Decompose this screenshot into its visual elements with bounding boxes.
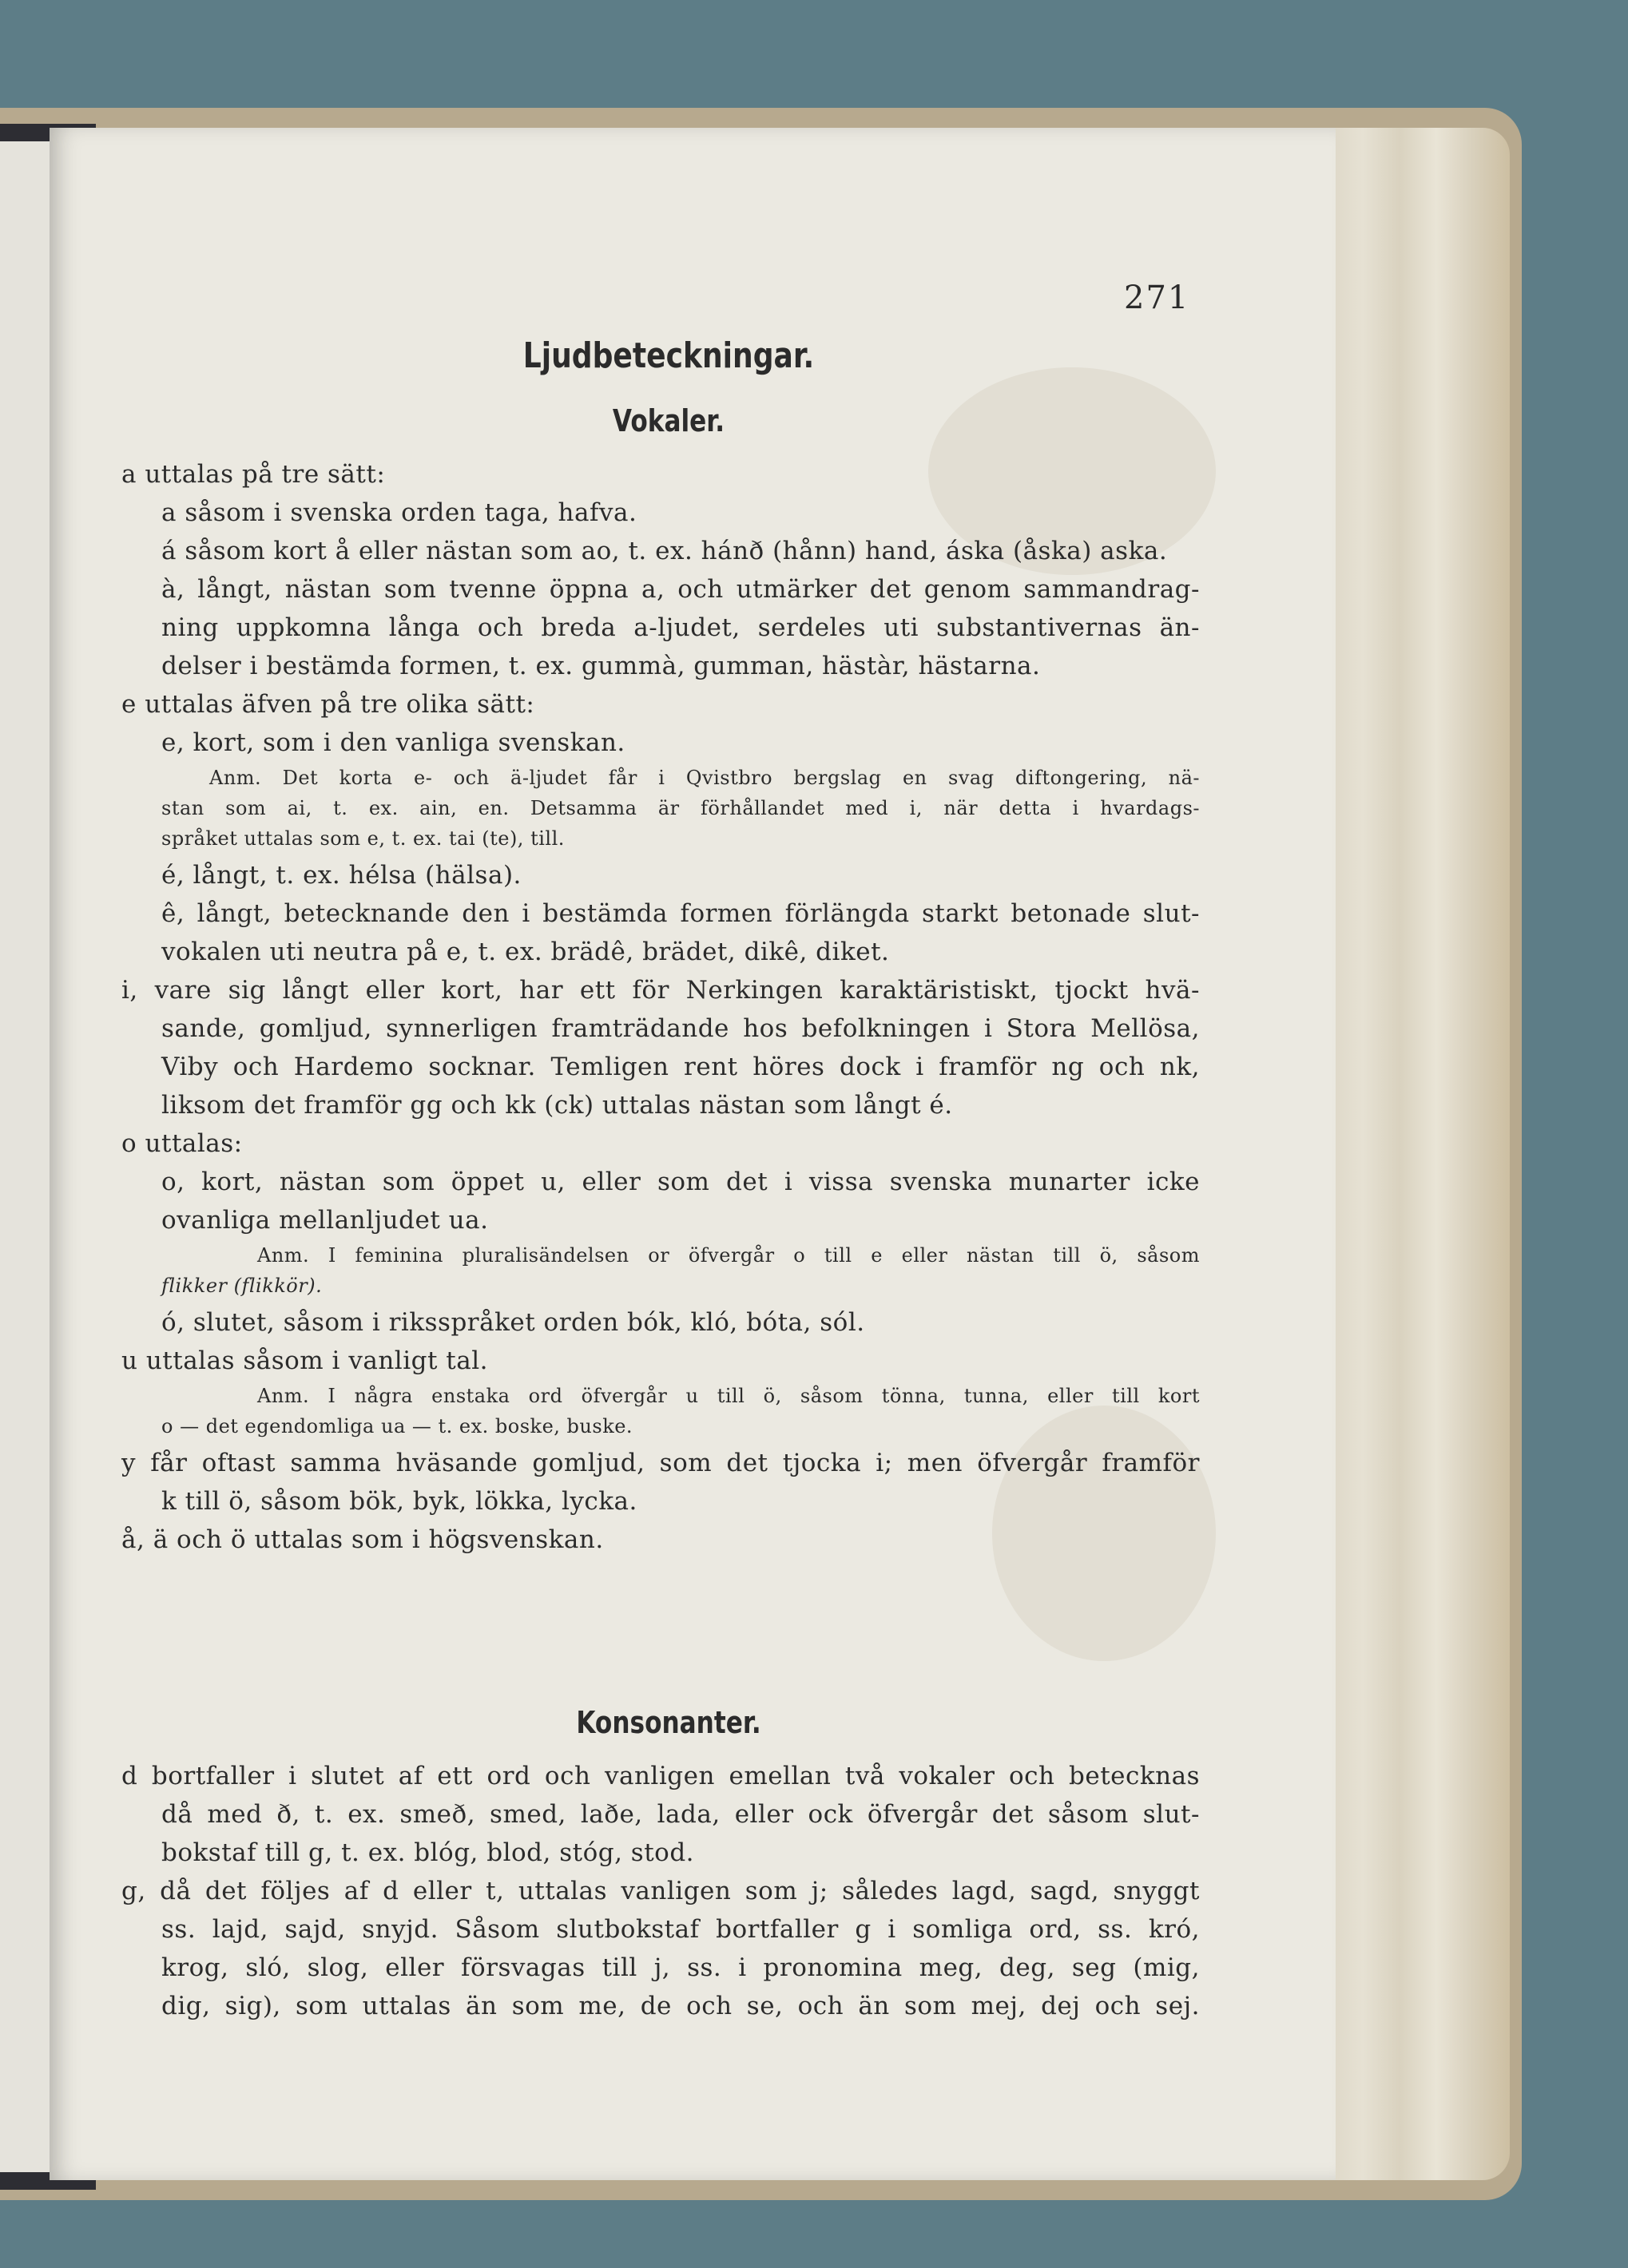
text-line: Viby och Hardemo socknar. Temligen rent höres dock i framför ng och nk, — [161, 1053, 1200, 1081]
text-line: g, då det följes af d eller t, uttalas vanligen som j; således lagd, sagd, snyggt — [121, 1877, 1200, 1905]
text-line: a uttalas på tre sätt: — [121, 460, 386, 489]
book-page — [50, 128, 1336, 2180]
text-line: k till ö, såsom bök, byk, lökka, lycka. — [161, 1487, 637, 1516]
heading-vokaler: Vokaler. — [612, 403, 725, 438]
annotation-line: Anm. I feminina pluralisändelsen or öfvergår o till e eller nästan till ö, såsom — [257, 1244, 1200, 1267]
text-line: å, ä och ö uttalas som i högsvenskan. — [121, 1525, 604, 1554]
text-line: u uttalas såsom i vanligt tal. — [121, 1346, 488, 1375]
text-line: ovanliga mellanljudet ua. — [161, 1206, 489, 1235]
annotation-line: flikker (flikkör). — [161, 1275, 323, 1297]
annotation-line: stan som ai, t. ex. ain, en. Detsamma är förhållandet med i, när detta i hvardags- — [161, 797, 1200, 819]
text-line: a såsom i svenska orden taga, hafva. — [161, 498, 637, 527]
annotation-line: Anm. I några enstaka ord öfvergår u till ö, såsom tönna, tunna, eller till kort — [257, 1385, 1200, 1407]
text-line: é, långt, t. ex. hélsa (hälsa). — [161, 861, 522, 890]
text-line: o, kort, nästan som öppet u, eller som det i vissa svenska munarter icke — [161, 1168, 1200, 1196]
text-line: á såsom kort å eller nästan som ao, t. ex. hánð (hånn) hand, áska (åska) aska. — [161, 537, 1168, 565]
annotation-line: Anm. Det korta e- och ä-ljudet får i Qvistbro bergslag en svag diftongering, nä- — [209, 767, 1200, 789]
text-line: ss. lajd, sajd, snyjd. Såsom slutbokstaf bortfaller g i somliga ord, ss. kró, — [161, 1915, 1200, 1944]
annotation-line: språket uttalas som e, t. ex. tai (te), till. — [161, 827, 565, 850]
text-line: ó, slutet, såsom i riksspråket orden bók, kló, bóta, sól. — [161, 1308, 865, 1337]
text-line: då med ð, t. ex. smeð, smed, laðe, lada, eller ock öfvergår det såsom slut- — [161, 1800, 1200, 1829]
text-line: à, långt, nästan som tvenne öppna a, och utmärker det genom sammandrag- — [161, 575, 1200, 604]
text-line: ning uppkomna långa och breda a-ljudet, serdeles uti substantivernas än- — [161, 613, 1200, 642]
text-line: dig, sig), som uttalas än som me, de och se, och än som mej, dej och sej. — [161, 1992, 1200, 2020]
text-line: e, kort, som i den vanliga svenskan. — [161, 728, 625, 757]
text-line: bokstaf till g, t. ex. blóg, blod, stóg, stod. — [161, 1838, 695, 1867]
text-line: d bortfaller i slutet af ett ord och vanligen emellan två vokaler och betecknas — [121, 1762, 1200, 1790]
text-line: e uttalas äfven på tre olika sätt: — [121, 690, 535, 719]
text-line: sande, gomljud, synnerligen framträdande hos befolkningen i Stora Mellösa, — [161, 1014, 1200, 1043]
text-line: liksom det framför gg och kk (ck) uttalas nästan som långt é. — [161, 1091, 953, 1120]
text-line: vokalen uti neutra på e, t. ex. brädê, brädet, dikê, diket. — [161, 938, 890, 966]
text-line: o uttalas: — [121, 1129, 243, 1158]
page-edges — [1326, 128, 1510, 2180]
text-line: krog, sló, slog, eller försvagas till j, ss. i pronomina meg, deg, seg (mig, — [161, 1953, 1200, 1982]
text-line: y får oftast samma hväsande gomljud, som det tjocka i; men öfvergår framför — [121, 1449, 1200, 1477]
heading-konsonanter: Konsonanter. — [576, 1705, 761, 1740]
left-page-edge — [0, 136, 50, 2180]
heading-ljudbeteckningar: Ljudbeteckningar. — [522, 335, 815, 376]
page-number: 271 — [1124, 280, 1190, 316]
text-line: delser i bestämda formen, t. ex. gummà, gumman, hästàr, hästarna. — [161, 652, 1041, 680]
text-line: i, vare sig långt eller kort, har ett för Nerkingen karaktäristiskt, tjockt hvä- — [121, 976, 1200, 1005]
text-line: ê, långt, betecknande den i bestämda formen förlängda starkt betonade slut- — [161, 899, 1200, 928]
annotation-line: o — det egendomliga ua — t. ex. boske, buske. — [161, 1415, 633, 1437]
